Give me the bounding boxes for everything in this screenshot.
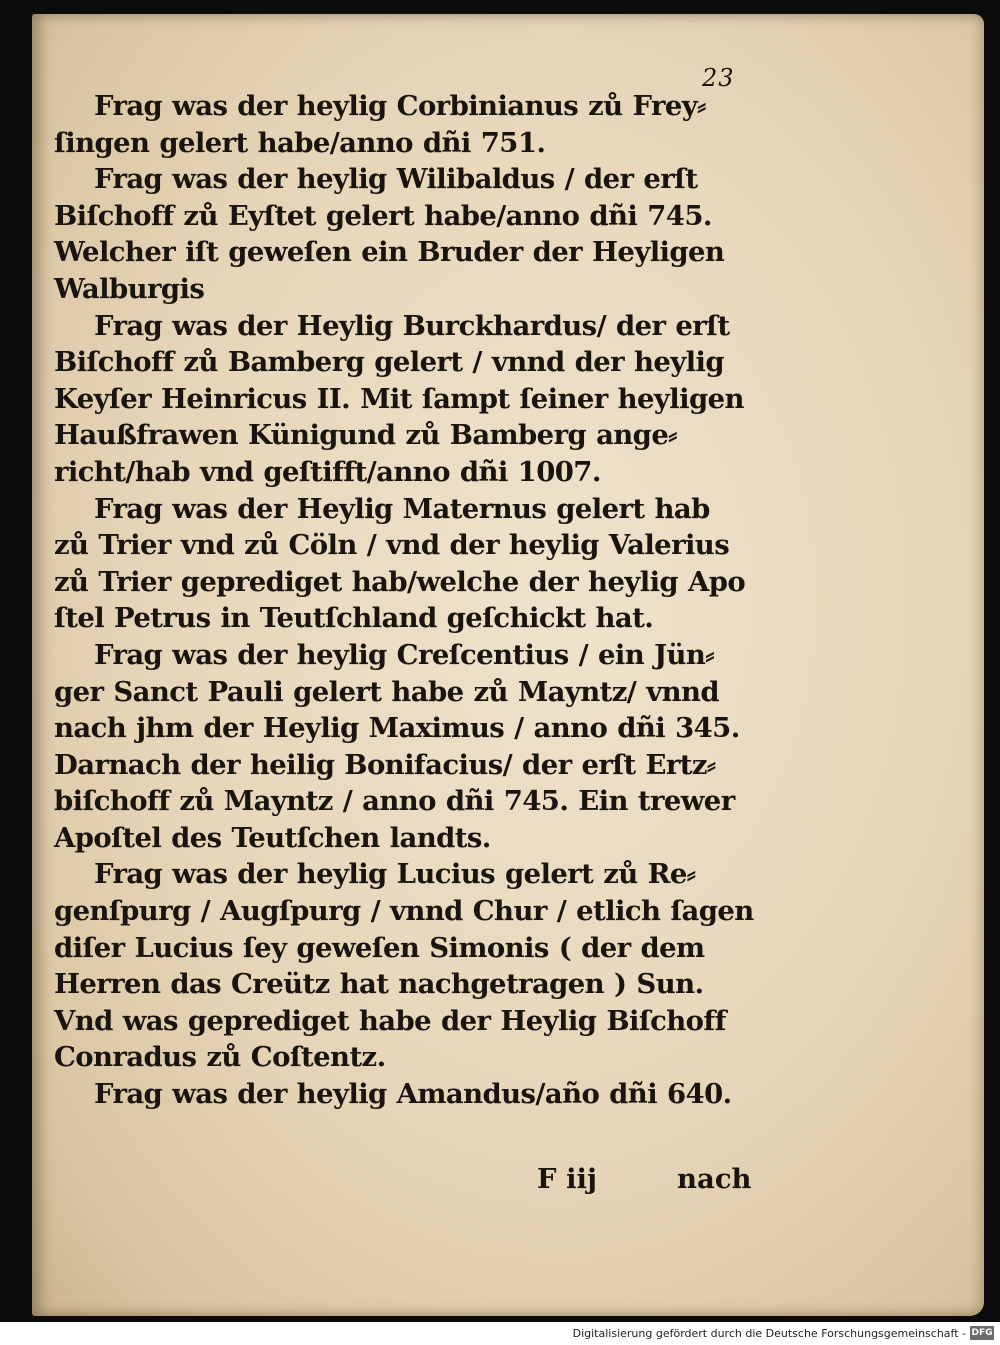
text-line: richt/hab vnd geſtifft/anno dñi 1007.: [54, 455, 601, 488]
book-page: [32, 14, 984, 1316]
text-line: diſer Lucius ſey geweſen Simonis ( der dem: [54, 931, 705, 964]
text-line: Apoſtel des Teutſchen landts.: [54, 821, 491, 854]
text-line: genſpurg / Augſpurg / vnnd Chur / etlich ſagen: [54, 895, 754, 928]
text-line: Frag was der heylig Amandus/año dñi 640.: [94, 1078, 732, 1111]
text-line: Haußfrawen Künigund zů Bamberg ange⸗: [54, 419, 677, 452]
catchword: nach: [677, 1163, 752, 1195]
text-line: zů Trier geprediget hab/welche der heylig Apo: [54, 565, 746, 598]
text-line: Walburgis: [54, 272, 205, 305]
text-line: Frag was der heylig Lucius gelert zů Re⸗: [94, 858, 696, 891]
text-line: Keyſer Heinricus II. Mit ſampt ſeiner heyligen: [54, 382, 744, 415]
text-block: [54, 88, 754, 1113]
page-number: 23: [702, 64, 735, 92]
text-line: Welcher iſt geweſen ein Bruder der Heyligen: [54, 236, 725, 269]
catch-line: [507, 1159, 757, 1199]
text-line: Frag was der heylig Corbinianus zů Frey⸗: [94, 90, 706, 122]
text-line: Frag was der heylig Wilibaldus / der erſt: [94, 163, 698, 196]
text-line: ſtel Petrus in Teutſchland geſchickt hat.: [54, 602, 654, 635]
text-line: Frag was der Heylig Burckhardus/ der erſt: [94, 309, 730, 342]
text-line: Frag was der Heylig Maternus gelert hab: [94, 492, 710, 525]
text-line: biſchoff zů Mayntz / anno dñi 745. Ein trewer: [54, 785, 735, 818]
footer-bar: [0, 1322, 1000, 1345]
text-line: Darnach der heilig Bonifacius/ der erſt Ertz⸗: [54, 748, 716, 781]
text-line: Biſchoff zů Eyſtet gelert habe/anno dñi 745.: [54, 199, 712, 232]
dfg-logo: DFG: [971, 1328, 993, 1338]
text-line: ger Sanct Pauli gelert habe zů Mayntz/ vnnd: [54, 675, 719, 708]
text-line: nach jhm der Heylig Maximus / anno dñi 345.: [54, 712, 740, 745]
text-line: Frag was der heylig Creſcentius / ein Jün⸗: [94, 638, 714, 671]
text-line: Biſchoff zů Bamberg gelert / vnnd der heylig: [54, 346, 724, 379]
funding-credit: Digitalisierung gefördert durch die Deutsche Forschungsgemeinschaft -: [572, 1327, 966, 1340]
text-line: Conradus zů Coſtentz.: [54, 1041, 386, 1074]
text-line: zů Trier vnd zů Cöln / vnd der heylig Valerius: [54, 529, 730, 562]
text-line: Herren das Creütz hat nachgetragen ) Sun.: [54, 968, 704, 1001]
signature-mark: F iij: [537, 1163, 597, 1195]
text-line: Vnd was geprediget habe der Heylig Biſchoff: [54, 1004, 726, 1037]
text-line: ſingen gelert habe/anno dñi 751.: [54, 126, 546, 159]
